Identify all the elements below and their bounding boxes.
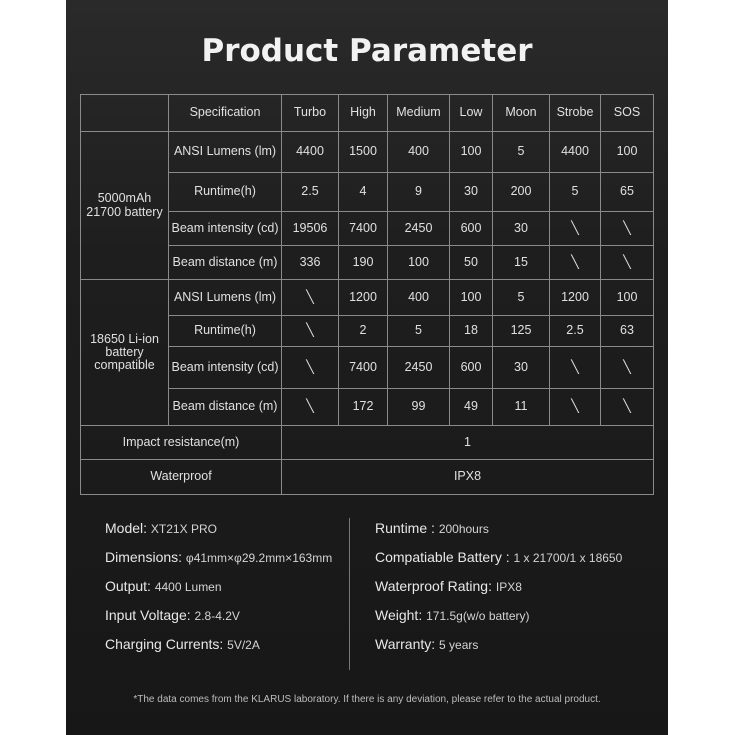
info-label: Output:	[105, 578, 151, 594]
value-cell: 100	[601, 280, 654, 316]
product-parameter-panel	[66, 0, 668, 735]
value-cell: 2	[339, 316, 388, 347]
impact-row	[81, 426, 654, 460]
value-cell: ╲	[601, 389, 654, 426]
value-cell: 50	[450, 246, 493, 280]
info-item-left	[105, 636, 260, 652]
info-item-left	[105, 578, 222, 594]
impact-value: 1	[282, 426, 654, 460]
spec-label: Beam intensity (cd)	[169, 347, 282, 389]
value-cell: 100	[450, 280, 493, 316]
value-cell: ╲	[550, 246, 601, 280]
info-label: Warranty:	[375, 636, 436, 652]
page-title: Product Parameter	[201, 33, 533, 69]
info-value: 5 years	[439, 638, 479, 652]
spec-label: Runtime(h)	[169, 316, 282, 347]
value-cell: 190	[339, 246, 388, 280]
value-cell: 2.5	[282, 173, 339, 212]
value-cell: 5	[550, 173, 601, 212]
value-cell: 200	[493, 173, 550, 212]
value-cell: 1200	[339, 280, 388, 316]
footnote: *The data comes from the KLARUS laboratory. If there is any deviation, please refer to the actual product.	[133, 694, 601, 705]
info-value: 1 x 21700/1 x 18650	[513, 551, 623, 565]
info-label: Runtime :	[375, 520, 435, 536]
value-cell: 7400	[339, 212, 388, 246]
value-cell: 1500	[339, 132, 388, 173]
value-cell: 172	[339, 389, 388, 426]
info-value: IPX8	[495, 580, 522, 594]
info-item-right	[375, 607, 530, 623]
info-item-left	[105, 549, 332, 565]
spec-label: Beam intensity (cd)	[169, 212, 282, 246]
table-row	[81, 280, 654, 316]
value-cell: ╲	[282, 389, 339, 426]
value-cell: 5	[388, 316, 450, 347]
spec-label: ANSI Lumens (lm)	[169, 132, 282, 173]
value-cell: 63	[601, 316, 654, 347]
value-cell: 2450	[388, 347, 450, 389]
mode-header: Medium	[388, 95, 450, 132]
value-cell: 30	[493, 212, 550, 246]
info-label: Charging Currents:	[105, 636, 224, 652]
value-cell: ╲	[550, 347, 601, 389]
value-cell: ╲	[282, 280, 339, 316]
value-cell: 5	[493, 132, 550, 173]
value-cell: 49	[450, 389, 493, 426]
mode-header: High	[339, 95, 388, 132]
value-cell: 18	[450, 316, 493, 347]
info-value: φ41mm×φ29.2mm×163mm	[185, 551, 333, 565]
value-cell: 4400	[282, 132, 339, 173]
value-cell: 65	[601, 173, 654, 212]
impact-label: Impact resistance(m)	[81, 426, 282, 460]
table-header-row	[81, 95, 654, 132]
info-value: 5V/2A	[227, 638, 260, 652]
value-cell: 9	[388, 173, 450, 212]
mode-header: Strobe	[550, 95, 601, 132]
info-item-left	[105, 520, 217, 536]
mode-header: SOS	[601, 95, 654, 132]
info-item-left	[105, 607, 240, 623]
value-cell: 100	[601, 132, 654, 173]
spec-table	[80, 94, 654, 495]
value-cell: ╲	[550, 389, 601, 426]
value-cell: 600	[450, 347, 493, 389]
value-cell: 125	[493, 316, 550, 347]
mode-header: Turbo	[282, 95, 339, 132]
info-label: Compatiable Battery :	[375, 549, 510, 565]
mode-header: Moon	[493, 95, 550, 132]
value-cell: 2.5	[550, 316, 601, 347]
value-cell: ╲	[282, 316, 339, 347]
spec-label: Runtime(h)	[169, 173, 282, 212]
info-divider	[349, 518, 350, 670]
info-item-right	[375, 578, 522, 594]
header-blank-cell	[81, 95, 169, 132]
info-label: Model:	[105, 520, 148, 536]
value-cell: 30	[493, 347, 550, 389]
info-item-right	[375, 520, 489, 536]
value-cell: 11	[493, 389, 550, 426]
value-cell: 5	[493, 280, 550, 316]
value-cell: 400	[388, 280, 450, 316]
value-cell: ╲	[550, 212, 601, 246]
battery-group-label: 18650 Li-ion battery compatible	[81, 280, 169, 426]
value-cell: 15	[493, 246, 550, 280]
value-cell: 600	[450, 212, 493, 246]
value-cell: 7400	[339, 347, 388, 389]
spec-label: Beam distance (m)	[169, 246, 282, 280]
value-cell: 4	[339, 173, 388, 212]
value-cell: 30	[450, 173, 493, 212]
info-value: 171.5g(w/o battery)	[426, 609, 530, 623]
info-value: 200hours	[438, 522, 489, 536]
value-cell: 336	[282, 246, 339, 280]
info-label: Dimensions:	[105, 549, 183, 565]
waterproof-row	[81, 460, 654, 495]
info-item-right	[375, 636, 478, 652]
mode-header: Low	[450, 95, 493, 132]
info-value: XT21X PRO	[150, 522, 217, 536]
spec-label: ANSI Lumens (lm)	[169, 280, 282, 316]
info-label: Waterproof Rating:	[375, 578, 492, 594]
info-value: 2.8-4.2V	[194, 609, 240, 623]
value-cell: 19506	[282, 212, 339, 246]
value-cell: 100	[450, 132, 493, 173]
value-cell: 99	[388, 389, 450, 426]
value-cell: ╲	[282, 347, 339, 389]
value-cell: 4400	[550, 132, 601, 173]
info-value: 4400 Lumen	[154, 580, 222, 594]
info-item-right	[375, 549, 622, 565]
value-cell: 1200	[550, 280, 601, 316]
battery-group-label: 5000mAh 21700 battery	[81, 132, 169, 280]
info-label: Weight:	[375, 607, 423, 623]
value-cell: 2450	[388, 212, 450, 246]
spec-label: Beam distance (m)	[169, 389, 282, 426]
waterproof-label: Waterproof	[81, 460, 282, 495]
value-cell: ╲	[601, 212, 654, 246]
value-cell: 100	[388, 246, 450, 280]
value-cell: ╲	[601, 347, 654, 389]
table-row	[81, 132, 654, 173]
info-label: Input Voltage:	[105, 607, 191, 623]
value-cell: 400	[388, 132, 450, 173]
spec-header: Specification	[169, 95, 282, 132]
waterproof-value: IPX8	[282, 460, 654, 495]
value-cell: ╲	[601, 246, 654, 280]
